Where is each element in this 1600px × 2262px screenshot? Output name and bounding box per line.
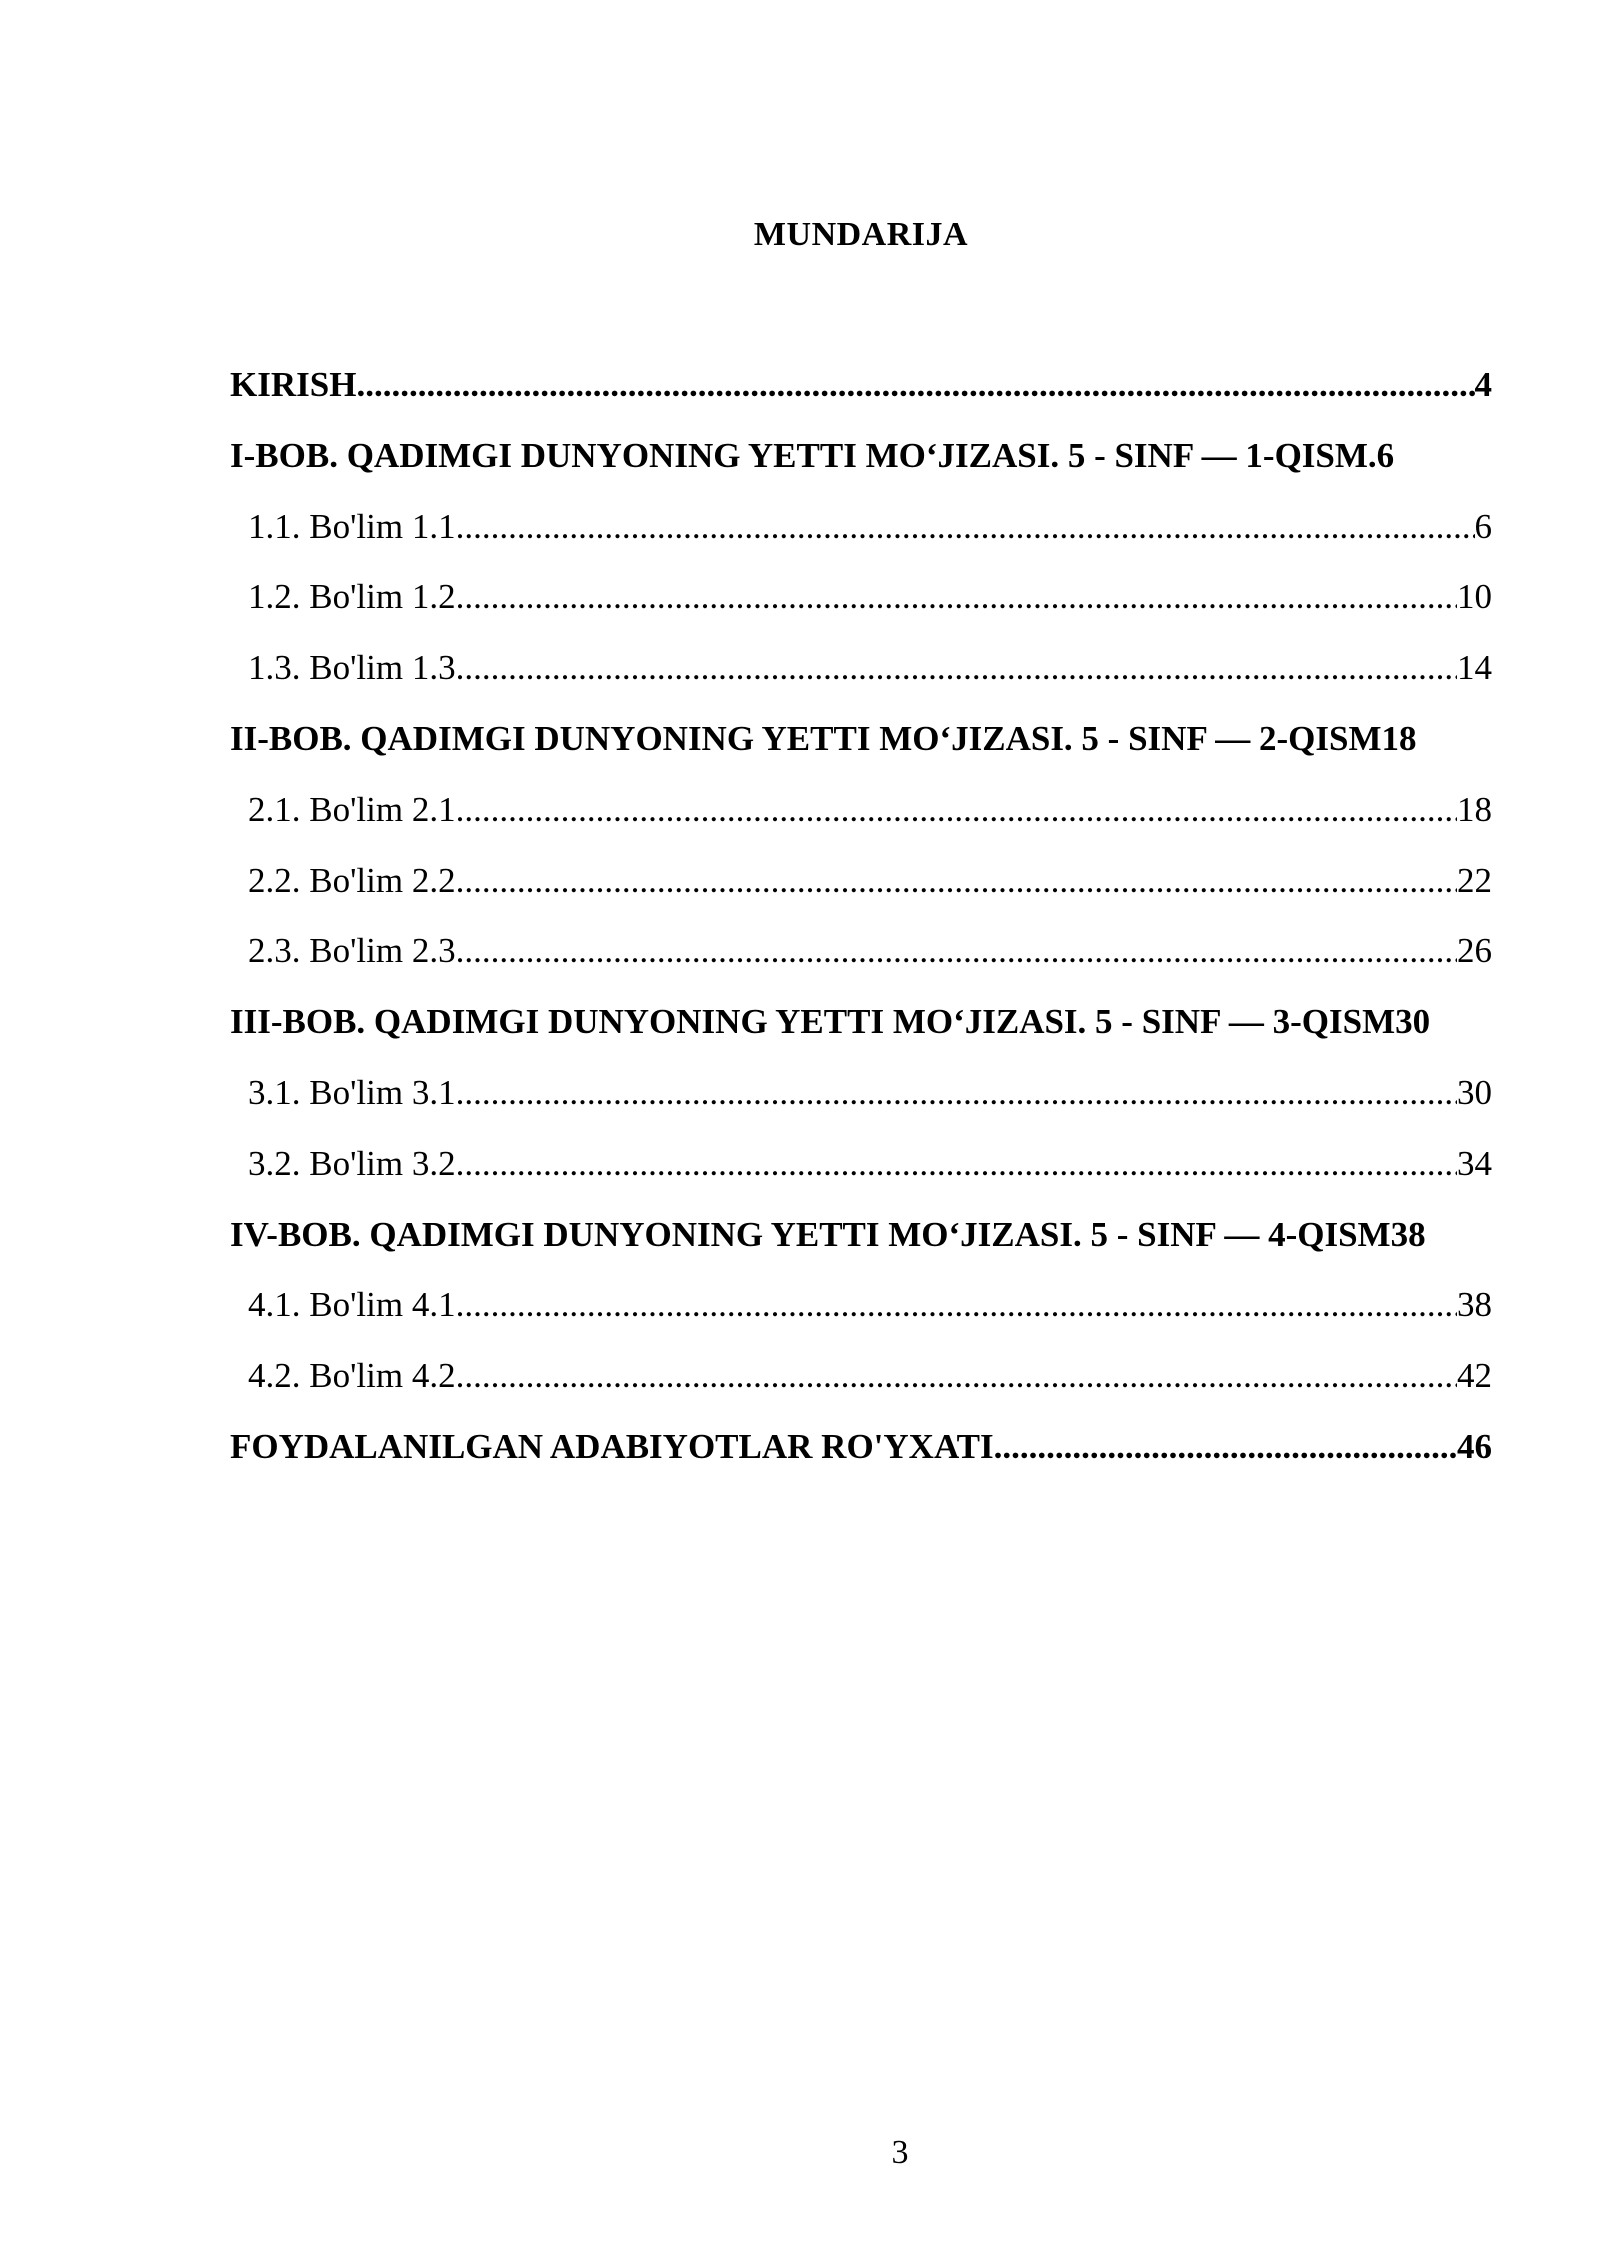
toc-entry-label: 3.1. Bo'lim 3.1 <box>248 1072 456 1112</box>
toc-entry[interactable] <box>230 775 1492 846</box>
toc-entry-label: 4.1. Bo'lim 4.1 <box>248 1285 456 1325</box>
toc-title: MUNDARIJA <box>753 216 969 253</box>
toc-entry-page: 26 <box>1457 931 1492 971</box>
toc-entry-label: IV-BOB. QADIMGI DUNYONING YETTI MO‘JIZASI. 5 - SINF — 4-QISM <box>230 1214 1391 1254</box>
toc-leader-dots <box>456 1341 1457 1412</box>
toc-leader-dots <box>456 916 1457 987</box>
toc-entry-label: 3.2. Bo'lim 3.2 <box>248 1143 456 1183</box>
toc-entry-page: 30 <box>1395 1002 1431 1042</box>
toc-entry-label: I-BOB. QADIMGI DUNYONING YETTI MO‘JIZASI. 5 - SINF — 1-QISM. <box>230 435 1377 475</box>
toc-entry[interactable] <box>230 846 1492 917</box>
toc-entry[interactable] <box>230 1270 1492 1341</box>
toc-entry[interactable] <box>230 1341 1492 1412</box>
toc-entry-label: 2.1. Bo'lim 2.1 <box>248 789 456 829</box>
toc-entry-label: 4.2. Bo'lim 4.2 <box>248 1356 456 1396</box>
toc-entry-page: 38 <box>1457 1285 1492 1325</box>
toc-entry[interactable] <box>230 1412 1492 1483</box>
toc-entry-label: 2.3. Bo'lim 2.3 <box>248 931 456 971</box>
toc-entry-label: III-BOB. QADIMGI DUNYONING YETTI MO‘JIZASI. 5 - SINF — 3-QISM <box>230 1002 1396 1042</box>
toc-entry-page: 30 <box>1457 1072 1492 1112</box>
toc-entry-page: 38 <box>1390 1214 1426 1254</box>
toc-entry[interactable] <box>230 1129 1492 1200</box>
toc-leader-dots <box>356 350 1474 421</box>
toc-leader-dots <box>456 633 1457 704</box>
toc-entry-label: 1.2. Bo'lim 1.2 <box>248 577 456 617</box>
toc-entry[interactable] <box>230 1200 1492 1271</box>
toc-leader-dots <box>456 492 1475 563</box>
toc-entry[interactable] <box>230 916 1492 987</box>
toc-leader-dots <box>456 562 1457 633</box>
toc-entry-page: 18 <box>1381 718 1417 758</box>
toc-entry-page: 6 <box>1474 506 1492 546</box>
toc-entry-page: 4 <box>1474 365 1492 404</box>
toc-entry-page: 6 <box>1376 435 1395 475</box>
toc-entry[interactable] <box>230 987 1492 1058</box>
toc-entry-page: 18 <box>1457 789 1492 829</box>
toc-entry-label: 1.1. Bo'lim 1.1 <box>248 506 456 546</box>
toc-entry[interactable] <box>230 1058 1492 1129</box>
toc-entry-label: FOYDALANILGAN ADABIYOTLAR RO'YXATI <box>230 1426 994 1466</box>
toc-entry-page: 46 <box>1457 1426 1492 1466</box>
toc-entry-label: 1.3. Bo'lim 1.3 <box>248 648 456 688</box>
toc-entry-page: 10 <box>1457 577 1492 617</box>
toc-entry-page: 34 <box>1457 1143 1492 1183</box>
toc-entry-label: KIRISH <box>230 365 357 404</box>
toc-entry[interactable] <box>230 350 1492 421</box>
toc-entry[interactable] <box>230 421 1492 492</box>
toc-leader-dots <box>456 775 1457 846</box>
toc-entry-label: 2.2. Bo'lim 2.2 <box>248 860 456 900</box>
toc-leader-dots <box>994 1412 1457 1483</box>
toc-leader-dots <box>456 846 1457 917</box>
toc-entry-page: 22 <box>1457 860 1492 900</box>
toc-entry-label: II-BOB. QADIMGI DUNYONING YETTI MO‘JIZASI. 5 - SINF — 2-QISM <box>230 718 1382 758</box>
toc-leader-dots <box>456 1058 1457 1129</box>
toc-entry[interactable] <box>230 492 1492 563</box>
toc-entry[interactable] <box>230 562 1492 633</box>
toc-leader-dots <box>456 1270 1457 1341</box>
toc-entry[interactable] <box>230 704 1492 775</box>
toc-entry-page: 42 <box>1457 1356 1492 1396</box>
toc-entry[interactable] <box>230 633 1492 704</box>
page-number: 3 <box>891 2134 909 2171</box>
toc-entry-page: 14 <box>1457 648 1492 688</box>
toc-leader-dots <box>456 1129 1457 1200</box>
table-of-contents <box>230 350 1492 1483</box>
